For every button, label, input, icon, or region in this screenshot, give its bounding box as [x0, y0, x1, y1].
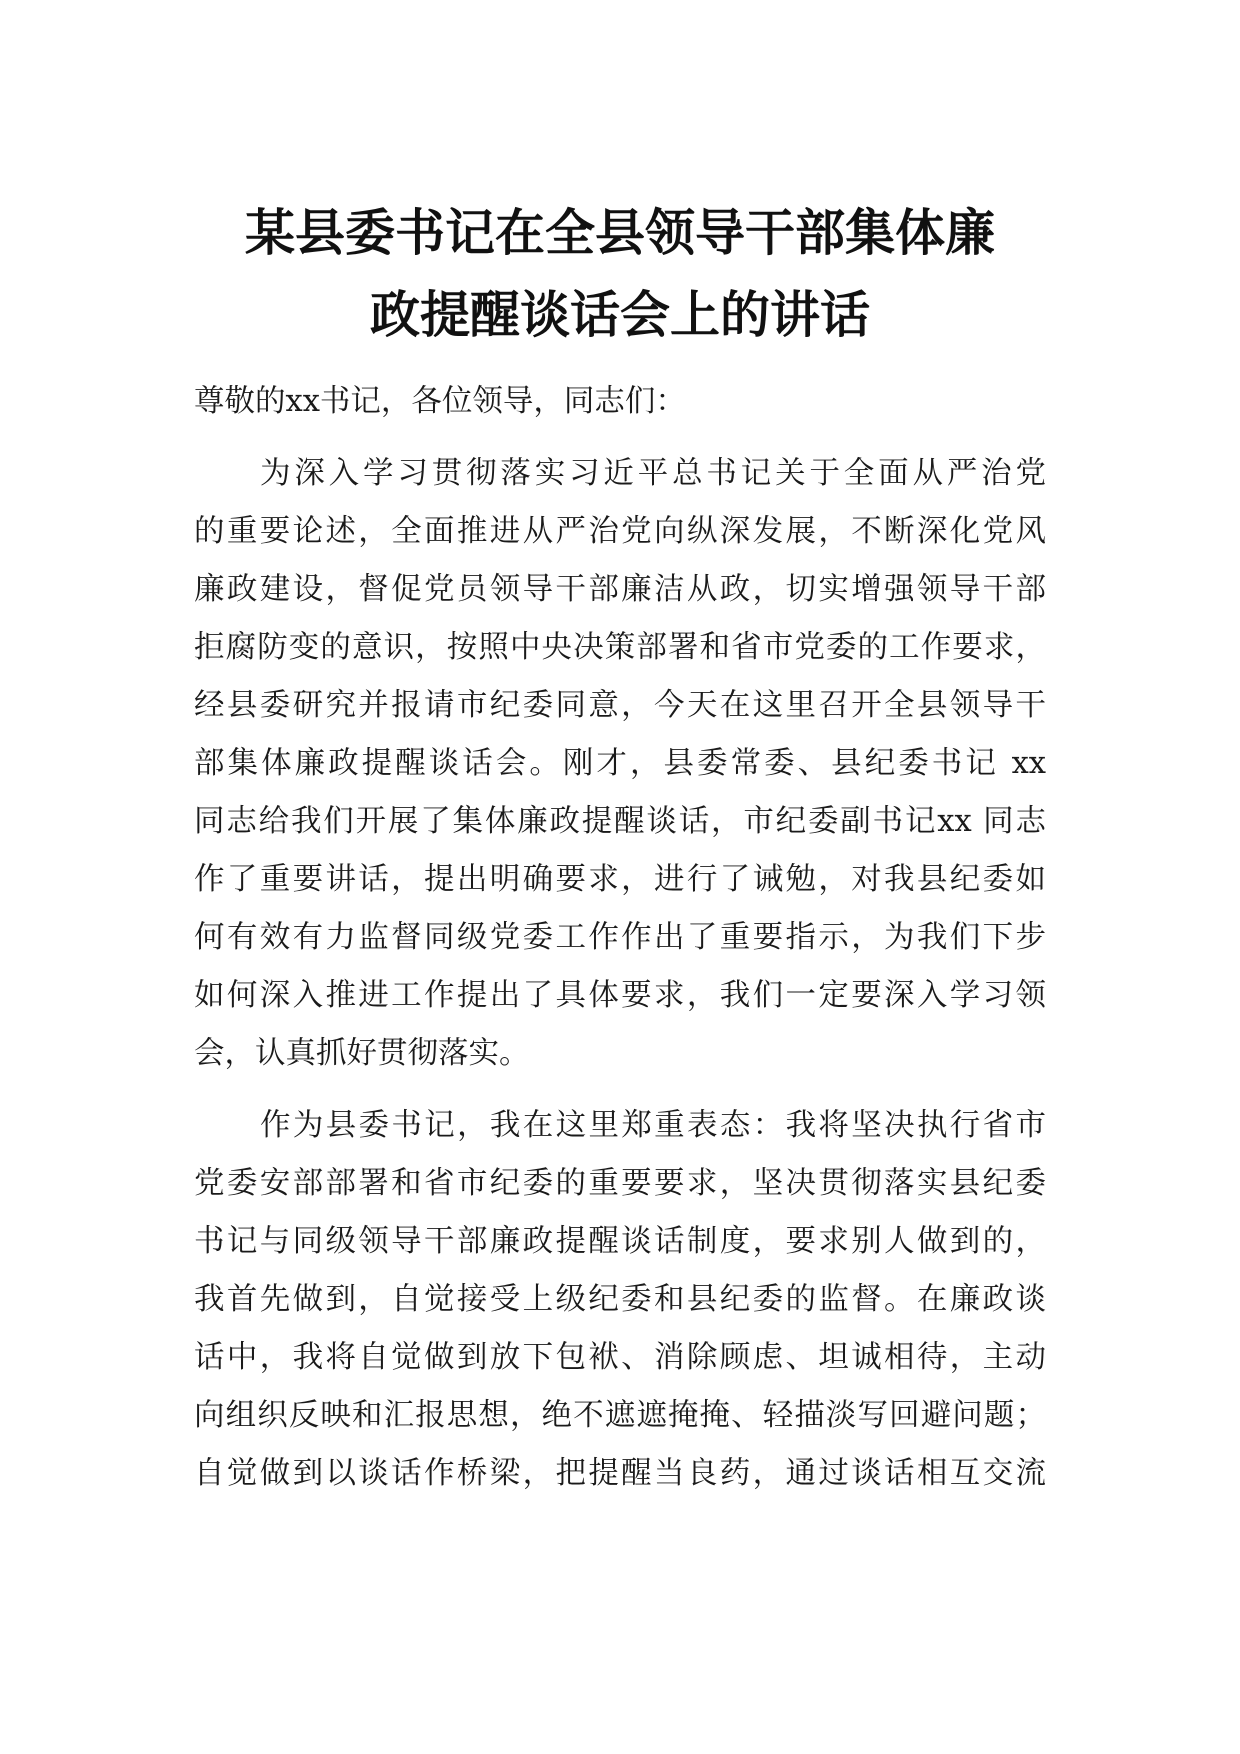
paragraph-1-line: 经县委研究并报请市纪委同意，今天在这里召开全县领导干	[194, 688, 1046, 723]
salutation: 尊敬的xx书记，各位领导，同志们：	[194, 384, 686, 419]
paragraph-1-line: 的重要论述，全面推进从严治党向纵深发展，不断深化党风	[194, 514, 1046, 549]
paragraph-gap	[194, 431, 1046, 445]
paragraph-1-line: 作了重要讲话，提出明确要求，进行了诫勉，对我县纪委如	[194, 862, 1046, 897]
document-title	[180, 192, 1060, 356]
paragraph-1-line: 为深入学习贯彻落实习近平总书记关于全面从严治党	[260, 456, 1046, 491]
paragraph-1-line: 如何深入推进工作提出了具体要求，我们一定要深入学习领	[194, 978, 1046, 1013]
paragraph-1-line: 何有效有力监督同级党委工作作出了重要指示，为我们下步	[194, 920, 1046, 955]
paragraph-2-line: 党委安部部署和省市纪委的重要要求，坚决贯彻落实县纪委	[194, 1166, 1046, 1201]
paragraph-2-line: 我首先做到，自觉接受上级纪委和县纪委的监督。在廉政谈	[194, 1282, 1046, 1317]
title-line-2: 政提醒谈话会上的讲话	[370, 286, 870, 344]
paragraph-2-line: 话中，我将自觉做到放下包袱、消除顾虑、坦诚相待，主动	[194, 1340, 1046, 1375]
paragraph-2-line: 向组织反映和汇报思想，绝不遮遮掩掩、轻描淡写回避问题；	[194, 1398, 1046, 1433]
paragraph-2-line: 书记与同级领导干部廉政提醒谈话制度，要求别人做到的，	[194, 1224, 1046, 1259]
title-line-1: 某县委书记在全县领导干部集体廉	[245, 204, 995, 262]
paragraph-1-line: 会，认真抓好贯彻落实。	[194, 1036, 530, 1071]
paragraph-2	[194, 1097, 1046, 1503]
paragraph-gap	[194, 1083, 1046, 1097]
paragraph-1-line: 廉政建设，督促党员领导干部廉洁从政，切实增强领导干部	[194, 572, 1046, 607]
paragraph-1	[194, 445, 1046, 1083]
paragraph-1-line: 部集体廉政提醒谈话会。刚才，县委常委、县纪委书记 xx	[194, 746, 1046, 781]
paragraph-1-line: 同志给我们开展了集体廉政提醒谈话，市纪委副书记xx 同志	[194, 804, 1046, 839]
paragraph-2-line: 自觉做到以谈话作桥梁，把提醒当良药，通过谈话相互交流	[194, 1456, 1046, 1491]
paragraph-2-line: 作为县委书记，我在这里郑重表态：我将坚决执行省市	[260, 1108, 1046, 1143]
paragraph-1-line: 拒腐防变的意识，按照中央决策部署和省市党委的工作要求，	[194, 630, 1046, 665]
document-body	[194, 373, 1046, 1503]
